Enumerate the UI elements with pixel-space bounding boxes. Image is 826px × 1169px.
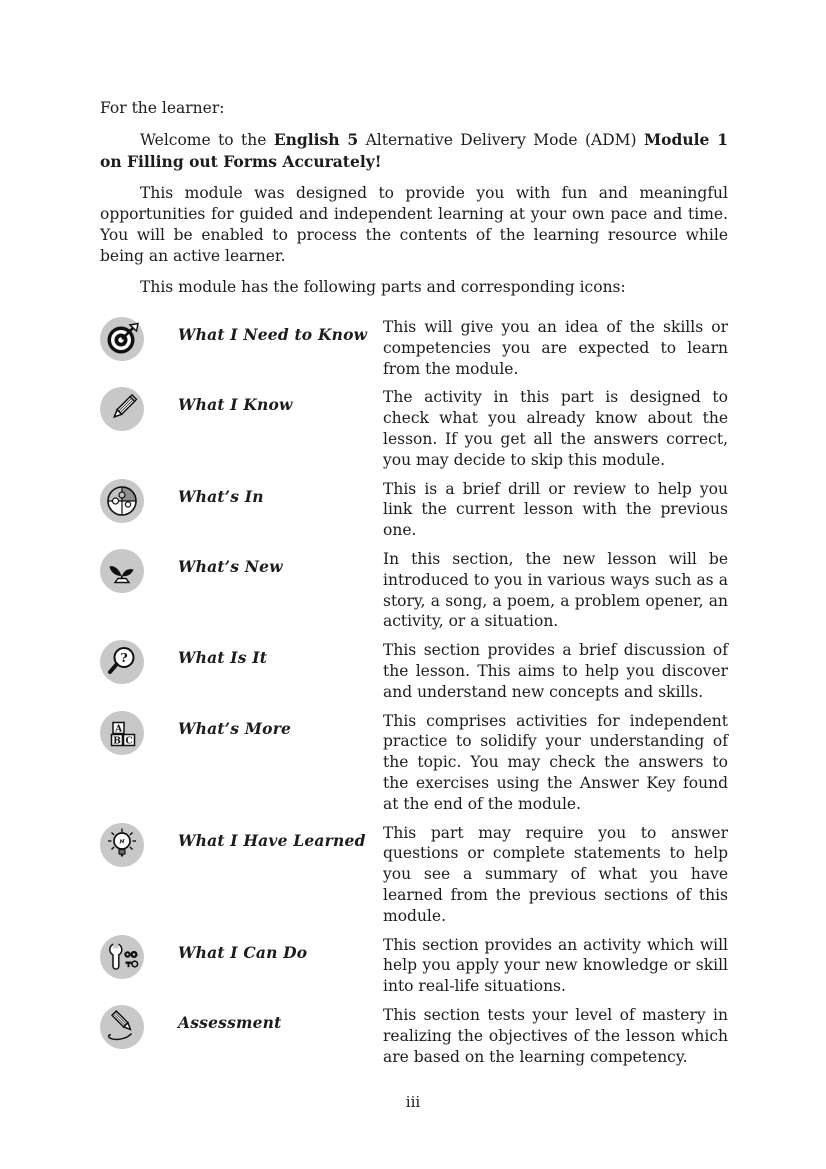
pencil-swoosh-icon [100, 1005, 144, 1049]
part-description: The activity in this part is designed to check what you already know about the lesson. If you get all the answers correct, you may decide to skip this module. [383, 388, 728, 469]
part-label: What I Have Learned [178, 830, 366, 850]
magnifier-question-icon [100, 640, 144, 684]
module-part-row [100, 549, 728, 632]
module-part-row [100, 317, 728, 379]
part-label: What’s New [178, 556, 283, 576]
about-paragraph: This module was designed to provide you with fun and meaningful opportunities for guided and independent learning at your own pace and time. You will be enabled to process the contents of the learning resource while being an active learner. [100, 184, 728, 265]
part-label: What I Can Do [178, 942, 308, 962]
module-part-row [100, 711, 728, 815]
part-label: Assessment [178, 1012, 282, 1032]
module-part-row [100, 935, 728, 997]
lightbulb-icon [100, 823, 144, 867]
part-label: What I Need to Know [178, 325, 368, 344]
sprout-icon [100, 549, 144, 593]
welcome-pre: Welcome to the [140, 131, 274, 149]
tools-icon [100, 935, 144, 979]
svg-text:C: C [125, 735, 133, 746]
part-description: This part may require you to answer questions or complete statements to help you see a summary of what you have learned from the previous sections of this module. [383, 823, 728, 925]
part-description: This section provides an activity which will help you apply your new knowledge or skill into real-life situations. [383, 935, 728, 996]
svg-text:?: ? [120, 650, 128, 666]
module-part-row [100, 640, 728, 702]
module-part-row [100, 479, 728, 541]
page-number: iii [405, 1093, 421, 1111]
puzzle-icon [100, 479, 144, 523]
target-dart-icon [100, 317, 144, 361]
welcome-mid: Alternative Delivery Mode (ADM) [358, 131, 644, 149]
part-description: This comprises activities for independent practice to solidify your understanding of the topic. You may check the answers to the exercises using the Answer Key found at the end of the module. [383, 711, 728, 813]
part-label: What Is It [178, 648, 268, 668]
module-part-row [100, 1005, 728, 1067]
welcome-bold-module: Module 1 on Filling out Forms Accurately! [100, 130, 728, 171]
module-part-row [100, 387, 728, 470]
salutation: For the learner: [100, 99, 225, 117]
parts-intro: This module has the following parts and corresponding icons: [140, 278, 626, 296]
part-description: This section tests your level of mastery in realizing the objectives of the lesson which are based on the learning competency. [383, 1005, 728, 1066]
part-label: What’s In [178, 486, 264, 506]
part-description: This will give you an idea of the skills or competencies you are expected to learn from the module. [383, 318, 728, 378]
part-description: This section provides a brief discussion of the lesson. This aims to help you discover and understand new concepts and skills. [383, 641, 728, 701]
part-label: What’s More [178, 718, 292, 738]
module-part-row [100, 823, 728, 927]
welcome-bold-subject: English 5 [273, 130, 359, 149]
part-label: What I Know [178, 395, 293, 415]
svg-text:A: A [115, 723, 123, 734]
abc-blocks-icon [100, 711, 144, 755]
pencil-icon [100, 387, 144, 431]
svg-text:B: B [113, 735, 121, 746]
part-description: In this section, the new lesson will be introduced to you in various ways such as a story, a song, a poem, a problem opener, an activity, or a situation. [383, 549, 728, 631]
part-description: This is a brief drill or review to help you link the current lesson with the previous one. [383, 479, 728, 540]
module-parts-table [100, 317, 728, 1067]
welcome-paragraph [100, 129, 728, 173]
